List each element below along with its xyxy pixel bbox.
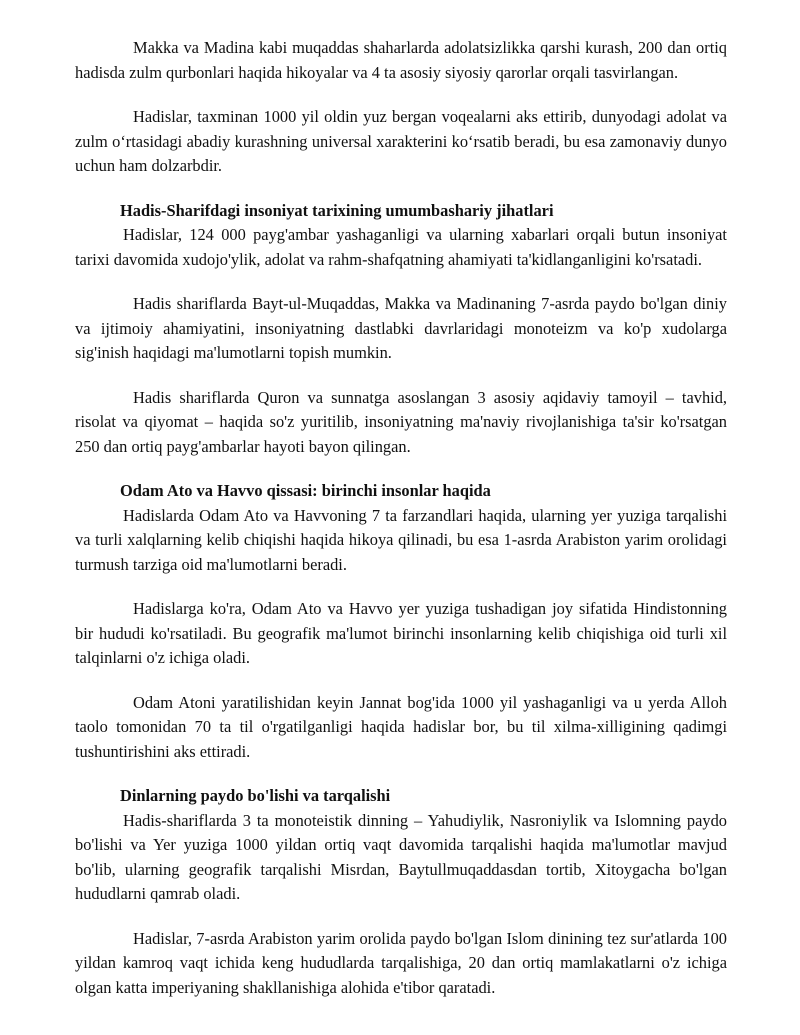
- section-heading: Hadis-Sharifdagi insoniyat tarixining umumbashariy jihatlari: [120, 200, 554, 220]
- document-page: [75, 36, 727, 1000]
- section-adam-hawwa: [75, 479, 727, 764]
- section-paragraph: Hadis shariflarda Bayt-ul-Muqaddas, Makka va Madinaning 7-asrda paydo bo'lgan diniy va ijtimoiy ahamiyatini, insoniyatning dastlabki davrlaridagi monoteizm va ko'p xudolarga sig'inish haqidagi ma'lumotlarni topish mumkin.: [75, 294, 727, 362]
- section-religions: [75, 784, 727, 1000]
- section-heading: Odam Ato va Havvo qissasi: birinchi insonlar haqida: [120, 481, 491, 500]
- intro-paragraph-1: Makka va Madina kabi muqaddas shaharlarda adolatsizlikka qarshi kurash, 200 dan ortiq hadisda zulm qurbonlari haqida hikoyalar va 4 ta asosiy siyosiy qarorlar orqali tasvirlangan.: [75, 38, 727, 82]
- section-history: [75, 199, 727, 460]
- section-paragraph: Hadis shariflarda Quron va sunnatga asoslangan 3 asosiy aqidaviy tamoyil – tavhid, risolat va qiyomat – haqida so'z yuritilib, insoniyatning ma'naviy rivojlanishiga ta'sir ko'rsatgan 250 dan ortiq payg'ambarlar hayoti bayon qilingan.: [75, 387, 727, 456]
- intro-block: [75, 36, 727, 179]
- section-heading: Dinlarning paydo bo'lishi va tarqalishi: [120, 786, 391, 805]
- intro-paragraph-2: Hadislar, taxminan 1000 yil oldin yuz bergan voqealarni aks ettirib, dunyodagi adolat va zulm oʻrtasidagi abadiy kurashning universal xarakterini koʻrsatib beradi, bu esa zamonaviy dunyo uchun ham dolzarbdir.: [75, 107, 727, 175]
- section-paragraph: Odam Atoni yaratilishidan keyin Jannat bog'ida 1000 yil yashaganligi va u yerda Alloh taolo tomonidan 70 ta til o'rgatilganligi haqida hadislar bor, bu til xilma-xilligining qadimgi tushuntirishini aks ettiradi.: [75, 692, 727, 761]
- section-paragraph: Hadislarda Odam Ato va Havvoning 7 ta farzandlari haqida, ularning yer yuziga tarqalishi va turli xalqlarning kelib chiqishi haqida hikoya qilinadi, bu esa 1-asrda Arabiston yarim orolidagi turmush tarziga oid ma'lumotlarni beradi.: [75, 505, 727, 574]
- section-paragraph: Hadis-shariflarda 3 ta monoteistik dinning – Yahudiylik, Nasroniylik va Islomning paydo bo'lishi va Yer yuziga 1000 yildan ortiq vaqt davomida tarqalishi haqida ma'lumotlar mavjud bo'lib, ularning geografik tarqalishi Misrdan, Baytullmuqaddasdan tortib, Xitoygacha bo'lgan hududlarni qamrab oladi.: [75, 810, 727, 903]
- section-paragraph: Hadislar, 124 000 payg'ambar yashaganligi va ularning xabarlari orqali butun insoniyat tarixi davomida xudojo'ylik, adolat va rahm-shafqatning ahamiyati ta'kidlanganligini ko'rsatadi.: [75, 225, 727, 269]
- section-paragraph: Hadislar, 7-asrda Arabiston yarim orolida paydo bo'lgan Islom dinining tez sur'atlarda 100 yildan kamroq vaqt ichida keng hududlarda tarqalishiga, 20 dan ortiq mamlakatlarni o'z ichiga olgan katta imperiyaning shakllanishiga alohida e'tibor qaratadi.: [75, 928, 727, 997]
- section-paragraph: Hadislarga ko'ra, Odam Ato va Havvo yer yuziga tushadigan joy sifatida Hindistonning bir hududi ko'rsatiladi. Bu geografik ma'lumot birinchi insonlarning kelib chiqishiga oid turli xil talqinlarni o'z ichiga oladi.: [75, 599, 727, 667]
